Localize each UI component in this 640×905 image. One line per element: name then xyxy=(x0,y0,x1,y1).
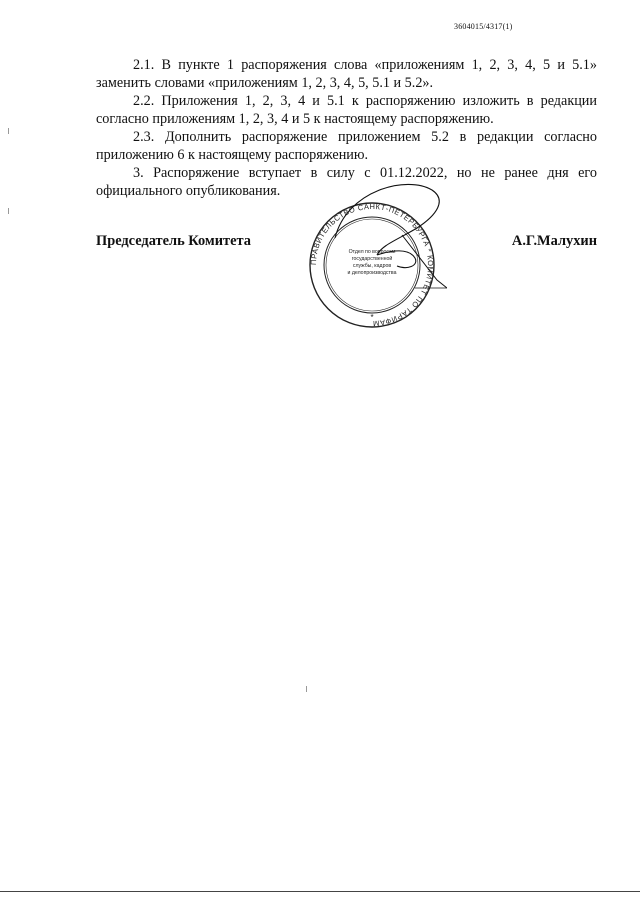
scan-edge-line xyxy=(0,891,640,892)
paragraph-2-1: 2.1. В пункте 1 распоряжения слова «приложениям 1, 2, 3, 4, 5 и 5.1» заменить словами «приложениям 1, 2, 3, 4, 5, 5.1 и 5.2». xyxy=(96,57,597,91)
margin-mark-middle xyxy=(8,208,9,214)
svg-text:Отдел по вопросам: Отдел по вопросам xyxy=(348,249,396,255)
signer-title: Председатель Комитета xyxy=(96,233,251,249)
paragraph-3: 3. Распоряжение вступает в силу с 01.12.2022, но не ранее дня его официального опубликования. xyxy=(96,165,597,199)
signer-name: А.Г.Малухин xyxy=(511,233,597,249)
svg-text:*: * xyxy=(370,313,374,322)
margin-mark-top xyxy=(8,128,9,134)
svg-text:и делопроизводства: и делопроизводства xyxy=(347,270,397,276)
svg-text:ПРАВИТЕЛЬСТВО САНКТ-ПЕТЕРБУРГА: ПРАВИТЕЛЬСТВО САНКТ-ПЕТЕРБУРГА * КОМИТЕТ ПО ТАРИФАМ xyxy=(308,201,436,329)
document-id: 3604015/4317(1) xyxy=(454,22,513,31)
margin-mark-center xyxy=(306,686,307,692)
svg-text:службы, кадров: службы, кадров xyxy=(352,263,392,269)
paragraph-2-2: 2.2. Приложения 1, 2, 3, 4 и 5.1 к распоряжению изложить в редакции согласно приложениям 1, 2, 3, 4 и 5 к настоящему распоряжению. xyxy=(96,93,597,127)
paragraph-2-3: 2.3. Дополнить распоряжение приложением 5.2 в редакции согласно приложению 6 к настоящему распоряжению. xyxy=(96,129,597,163)
svg-text:государственной: государственной xyxy=(351,256,393,262)
signature-block xyxy=(96,233,597,253)
